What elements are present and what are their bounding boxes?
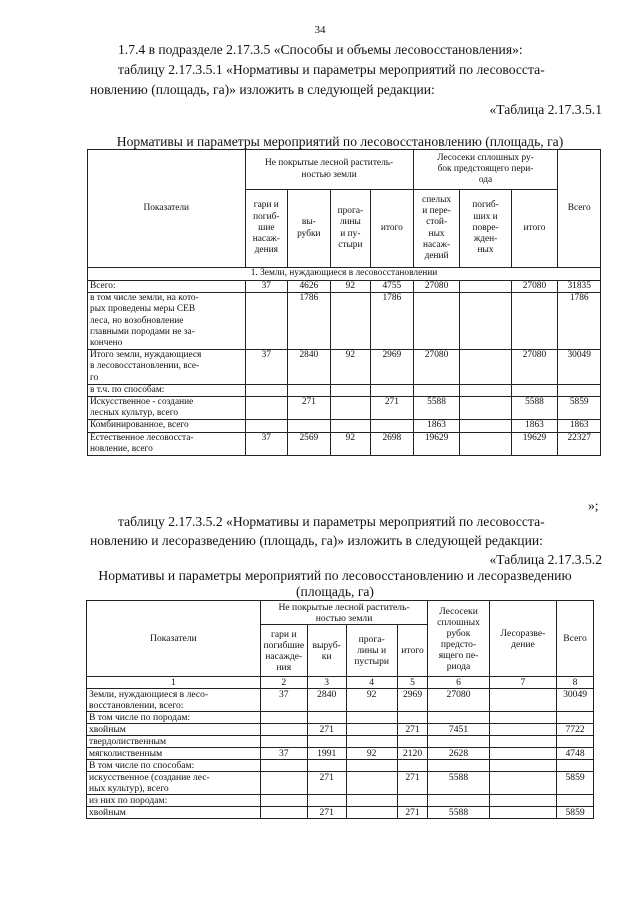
t2-cell: [557, 736, 594, 748]
page-number: 34: [314, 24, 326, 36]
t2-cell: 30049: [557, 689, 594, 712]
t1-row: [88, 281, 601, 293]
t2-cell: [489, 807, 556, 819]
t2-num-5: 5: [397, 677, 428, 689]
t1-cell: 27080: [413, 281, 460, 293]
t2-cell: [428, 760, 489, 772]
t2-row-label: Земли, нуждающиеся в лесо- восстановлении, всего:: [87, 689, 261, 712]
t2-cell: [397, 795, 428, 807]
t1-header-not-covered: Не покрытые лесной раститель- ностью земли: [245, 150, 413, 190]
t1-cell: [413, 293, 460, 350]
t1-cell: 2840: [288, 350, 331, 385]
t2-num-6: 6: [428, 677, 489, 689]
t1-cell: 92: [330, 350, 370, 385]
t1-cell: 19629: [413, 432, 460, 455]
t2-cell: 7722: [557, 724, 594, 736]
t1-cell: 1863: [413, 420, 460, 432]
t1-cell: [460, 350, 511, 385]
t2-sub-glades: прога- лины и пустыри: [346, 625, 397, 677]
t1-sub-glades: прога- лины и пу- стыри: [330, 190, 370, 268]
t1-section-title: 1. Земли, нуждающиеся в лесовосстановлении: [88, 268, 601, 281]
t1-cell: 271: [288, 397, 331, 420]
t1-h-indicators-text: Показатели: [143, 202, 190, 213]
t1-cell: [288, 384, 331, 396]
t1-cell: [330, 420, 370, 432]
t1-sub-subtotal: итого: [371, 190, 414, 268]
t1-cell: [460, 384, 511, 396]
t2-cell: [346, 724, 397, 736]
t2-cell: [397, 760, 428, 772]
t1-row: [88, 350, 601, 385]
t1-cell: [330, 293, 370, 350]
t1-cell: [413, 384, 460, 396]
t2-cell: [346, 795, 397, 807]
t2-num-8: 8: [557, 677, 594, 689]
section2-text-line2: новлению и лесоразведению (площадь, га)» изложить в следующей редакции:: [90, 533, 543, 548]
t1-cell: 5588: [511, 397, 558, 420]
t1-cell: 4626: [288, 281, 331, 293]
t2-row: [87, 748, 594, 760]
t2-cell: [489, 760, 556, 772]
t2-cell: [489, 748, 556, 760]
t2-row-label: из них по породам:: [87, 795, 261, 807]
t2-cell: [346, 772, 397, 795]
t1-cell: 92: [330, 281, 370, 293]
t2-cell: [557, 760, 594, 772]
t2-cell: 5588: [428, 807, 489, 819]
t2-cell: [557, 712, 594, 724]
t2-row: [87, 736, 594, 748]
t2-row: [87, 807, 594, 819]
t1-sub-damaged: погиб- ших и повре- жден- ных: [460, 190, 511, 268]
t2-cell: 2969: [397, 689, 428, 712]
t1-cell: 271: [371, 397, 414, 420]
t1-cell: 2698: [371, 432, 414, 455]
t1-cell: 92: [330, 432, 370, 455]
t2-cell: [260, 760, 307, 772]
t2-cell: [307, 760, 346, 772]
t1-cell: 1786: [371, 293, 414, 350]
t2-row: [87, 689, 594, 712]
t1-cell: [460, 432, 511, 455]
table1-caption: Нормативы и параметры мероприятий по лесовосстановлению (площадь, га): [116, 134, 564, 149]
t1-header-total: Всего: [558, 150, 601, 268]
t2-cell: 1991: [307, 748, 346, 760]
t1-cell: 5588: [413, 397, 460, 420]
t1-cell: 1863: [558, 420, 601, 432]
t2-cell: 92: [346, 748, 397, 760]
t1-row: [88, 432, 601, 455]
t2-cell: 271: [307, 807, 346, 819]
t2-header-total: Всего: [557, 601, 594, 677]
t2-cell: [307, 795, 346, 807]
t1-row-label: Естественное лесовосста- новление, всего: [88, 432, 246, 455]
t2-cell: 27080: [428, 689, 489, 712]
t1-cell: [558, 384, 601, 396]
t2-row-label: твердолиственным: [87, 736, 261, 748]
t2-row-label: В том числе по способам:: [87, 760, 261, 772]
t1-cell: [245, 397, 288, 420]
t2-cell: [489, 736, 556, 748]
t1-row: [88, 420, 601, 432]
t1-row-label: Итого земли, нуждающиеся в лесовосстановлении, все- го: [88, 350, 246, 385]
t2-cell: [397, 736, 428, 748]
t1-cell: 1863: [511, 420, 558, 432]
t2-cell: 2628: [428, 748, 489, 760]
t2-header-afforest: Лесоразве- дение: [489, 601, 556, 677]
t1-cell: 27080: [413, 350, 460, 385]
t1-cell: 1786: [558, 293, 601, 350]
t1-cell: [245, 420, 288, 432]
t1-cell: 5859: [558, 397, 601, 420]
section-heading: 1.7.4 в подразделе 2.17.3.5 «Способы и объемы лесовосстановления»:: [118, 42, 523, 57]
t2-cell: [397, 712, 428, 724]
t2-cell: 271: [307, 772, 346, 795]
t2-row: [87, 724, 594, 736]
t2-row: [87, 795, 594, 807]
t2-num-1: 1: [87, 677, 261, 689]
t1-cell: 19629: [511, 432, 558, 455]
t1-cell: 27080: [511, 350, 558, 385]
t2-cell: 271: [307, 724, 346, 736]
t2-cell: [346, 712, 397, 724]
t2-cell: [428, 712, 489, 724]
t1-row: [88, 293, 601, 350]
t2-num-7: 7: [489, 677, 556, 689]
t2-sub-subtotal: итого: [397, 625, 428, 677]
t1-row: [88, 397, 601, 420]
t1-header-clearcuts: Лесосеки сплошных ру- бок предстоящего пери- ода: [413, 150, 558, 190]
t1-cell: [460, 293, 511, 350]
t1-cell: [460, 420, 511, 432]
t2-cell: [260, 795, 307, 807]
t2-row: [87, 760, 594, 772]
t2-cell: 2120: [397, 748, 428, 760]
t1-cell: [330, 384, 370, 396]
t2-row-label: мягколиственным: [87, 748, 261, 760]
t1-cell: 30049: [558, 350, 601, 385]
t2-cell: [307, 736, 346, 748]
t2-num-4: 4: [346, 677, 397, 689]
t1-header-indicators: [88, 150, 246, 268]
t1-cell: 2569: [288, 432, 331, 455]
t2-row-label: В том числе по породам:: [87, 712, 261, 724]
t1-cell: [511, 384, 558, 396]
t2-header-indicators: Показатели: [87, 601, 261, 677]
t1-cell: [245, 293, 288, 350]
t2-num-3: 3: [307, 677, 346, 689]
t1-cell: [511, 293, 558, 350]
t1-cell: 1786: [288, 293, 331, 350]
t2-cell: [260, 712, 307, 724]
t1-cell: 37: [245, 281, 288, 293]
t2-cell: [260, 736, 307, 748]
table1-reference: «Таблица 2.17.3.5.1: [489, 102, 602, 117]
t2-cell: [489, 795, 556, 807]
t2-cell: 2840: [307, 689, 346, 712]
table2-reference: «Таблица 2.17.3.5.2: [489, 552, 602, 567]
t1-cell: [371, 384, 414, 396]
t1-row-label: в том числе земли, на кото- рых проведены меры СЕВ леса, но возобновление главными породами не за- кончено: [88, 293, 246, 350]
t2-cell: [489, 712, 556, 724]
t1-row: [88, 384, 601, 396]
t2-cell: [260, 724, 307, 736]
t2-header-clearcuts: Лесосеки сплошных рубок предсто- ящего пе- риода: [428, 601, 489, 677]
t2-cell: [428, 795, 489, 807]
t2-cell: 7451: [428, 724, 489, 736]
t2-row: [87, 772, 594, 795]
t2-cell: [260, 807, 307, 819]
t2-cell: 271: [397, 724, 428, 736]
t1-cell: 22327: [558, 432, 601, 455]
t2-sub-cutovers: выруб- ки: [307, 625, 346, 677]
t2-row-label: хвойным: [87, 807, 261, 819]
t1-row-label: Искусственное - создание лесных культур, всего: [88, 397, 246, 420]
table2-caption2: (площадь, га): [296, 584, 374, 599]
t2-cell: [307, 712, 346, 724]
t2-cell: 37: [260, 748, 307, 760]
t2-cell: [489, 724, 556, 736]
t2-cell: [346, 736, 397, 748]
t2-cell: 92: [346, 689, 397, 712]
table2: [86, 600, 594, 819]
t1-cell: 31835: [558, 281, 601, 293]
t1-cell: 37: [245, 350, 288, 385]
t1-cell: [460, 281, 511, 293]
t1-row-label: Комбинированное, всего: [88, 420, 246, 432]
table1-closing: »;: [588, 498, 599, 513]
t1-cell: 37: [245, 432, 288, 455]
t1-cell: [330, 397, 370, 420]
t2-sub-burnt: гари и погибшие насажде- ния: [260, 625, 307, 677]
section2-text-line1: таблицу 2.17.3.5.2 «Нормативы и параметры мероприятий по лесовосста-: [118, 514, 545, 529]
t1-sub-mature: спелых и пере- стой- ных насаж- дений: [413, 190, 460, 268]
t1-cell: [245, 384, 288, 396]
t2-cell: [489, 772, 556, 795]
t2-cell: [428, 736, 489, 748]
t2-cell: [557, 795, 594, 807]
t1-row-label: Всего:: [88, 281, 246, 293]
t1-cell: 4755: [371, 281, 414, 293]
t2-number-row: [87, 677, 594, 689]
t1-cell: [460, 397, 511, 420]
t2-cell: 4748: [557, 748, 594, 760]
t2-row-label: хвойным: [87, 724, 261, 736]
section-text-line2: таблицу 2.17.3.5.1 «Нормативы и параметры мероприятий по лесовосста-: [118, 62, 545, 77]
table1: [87, 149, 601, 456]
t2-cell: 37: [260, 689, 307, 712]
t1-sub-burnt: гари и погиб- шие насаж- дения: [245, 190, 288, 268]
t2-cell: [489, 689, 556, 712]
t2-cell: [260, 772, 307, 795]
t1-cell: 2969: [371, 350, 414, 385]
t1-cell: [371, 420, 414, 432]
t1-cell: [288, 420, 331, 432]
t2-cell: 271: [397, 807, 428, 819]
t2-header-not-covered: Не покрытые лесной раститель- ностью земли: [260, 601, 428, 625]
t2-cell: [346, 807, 397, 819]
table2-caption1: Нормативы и параметры мероприятий по лесовосстановлению и лесоразведению: [98, 568, 572, 583]
t2-row-label: искусственное (создание лес- ных культур), всего: [87, 772, 261, 795]
t1-cell: 27080: [511, 281, 558, 293]
t1-row-label: в т.ч. по способам:: [88, 384, 246, 396]
t1-sub-subtotal2: итого: [511, 190, 558, 268]
section-text-line3: новлению (площадь, га)» изложить в следующей редакции:: [90, 82, 435, 97]
t2-row: [87, 712, 594, 724]
t2-cell: 5859: [557, 807, 594, 819]
t1-sub-cutovers: вы- рубки: [288, 190, 331, 268]
t2-num-2: 2: [260, 677, 307, 689]
t2-cell: [346, 760, 397, 772]
t2-cell: 271: [397, 772, 428, 795]
t2-cell: 5588: [428, 772, 489, 795]
t2-cell: 5859: [557, 772, 594, 795]
